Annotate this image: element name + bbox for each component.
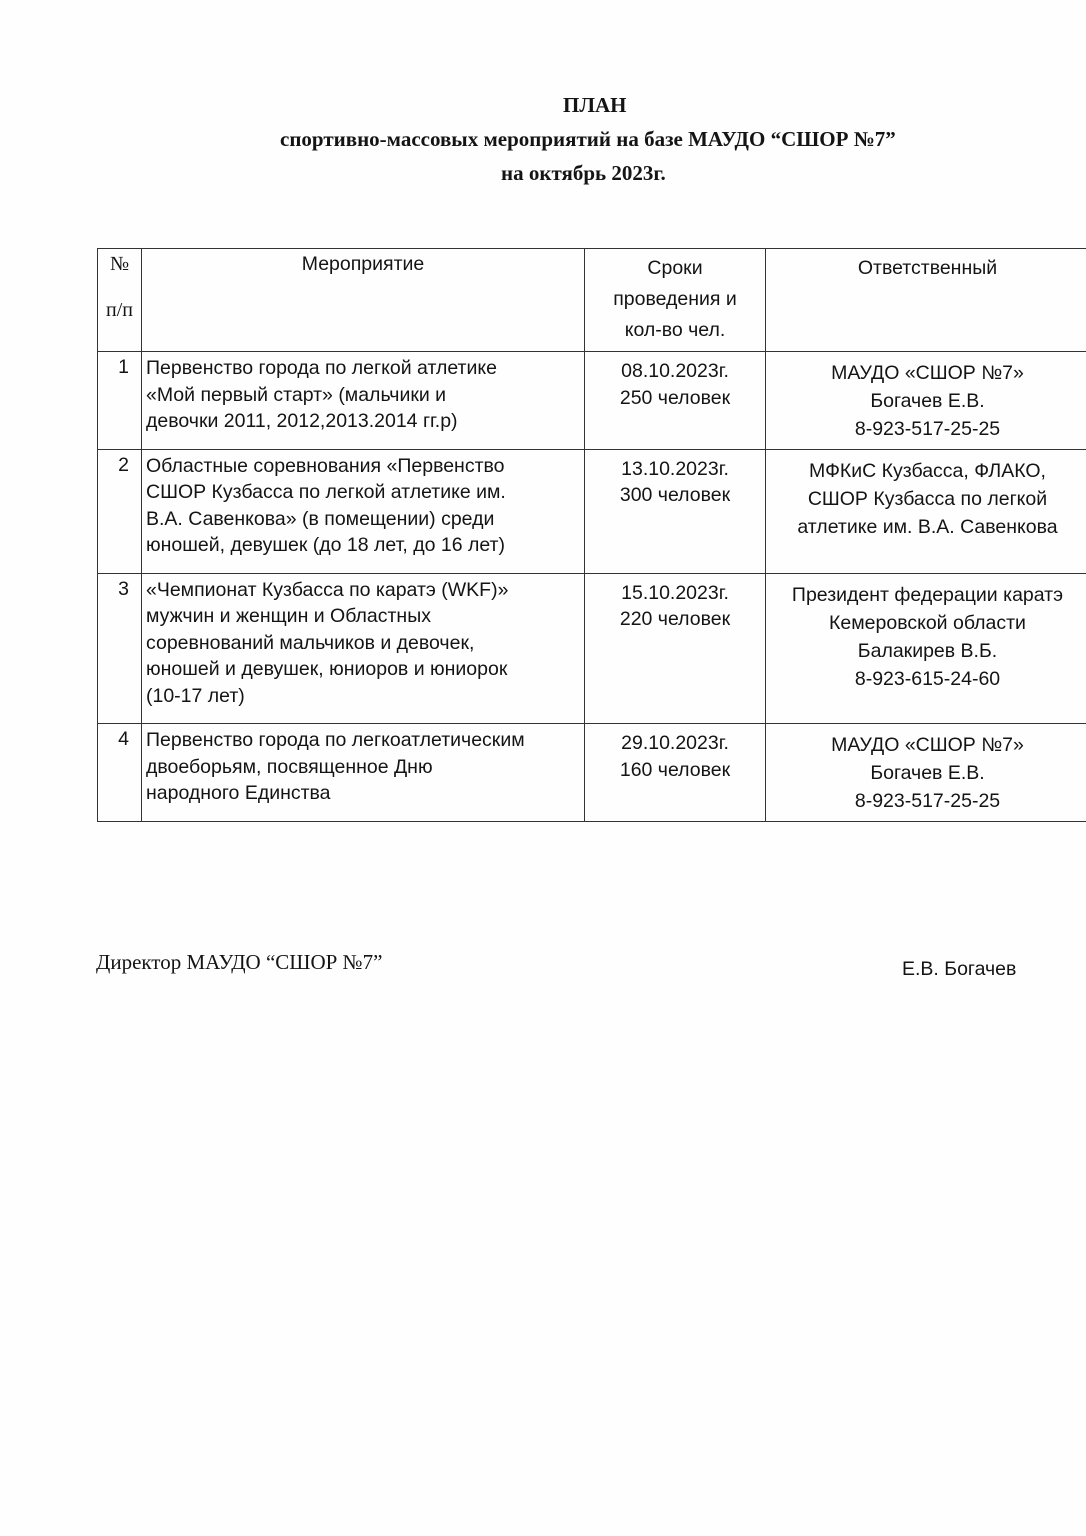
row-responsible <box>766 449 1086 573</box>
event-line: соревнований мальчиков и девочек, <box>146 631 475 654</box>
row-number: 3 <box>98 573 142 724</box>
event-line: «Мой первый старт» (мальчики и <box>146 383 447 406</box>
row-event <box>142 449 585 573</box>
responsible-line: Богачев Е.В. <box>870 390 985 412</box>
row-event <box>142 573 585 724</box>
event-line: девочки 2011, 2012,2013.2014 гг.р) <box>146 410 458 432</box>
row-number: 1 <box>98 352 142 450</box>
event-people: 220 человек <box>619 608 731 630</box>
event-line: В.А. Савенкова» (в помещении) среди <box>146 507 495 530</box>
event-date: 08.10.2023г. <box>621 360 729 382</box>
row-responsible <box>766 352 1086 450</box>
responsible-line: СШОР Кузбасса по легкой <box>807 487 1048 510</box>
header-responsible: Ответственный <box>766 249 1086 352</box>
responsible-line: 8-923-517-25-25 <box>854 790 1001 812</box>
table-header-row <box>98 249 1086 352</box>
event-people: 160 человек <box>619 758 731 781</box>
event-people: 300 человек <box>619 484 731 506</box>
event-people: 250 человек <box>619 386 731 409</box>
event-line: двоеборьям, посвященное Дню <box>146 755 433 778</box>
responsible-line: Президент федерации каратэ <box>791 583 1064 606</box>
table-row <box>98 573 1086 724</box>
event-line: юношей, девушек (до 18 лет, до 16 лет) <box>146 534 505 556</box>
table-row <box>98 724 1086 822</box>
header-number-pp: п/п <box>106 299 133 321</box>
event-line: народного Единства <box>146 782 331 804</box>
row-dates <box>585 352 766 450</box>
table-row <box>98 352 1086 450</box>
responsible-line: атлетике им. В.А. Савенкова <box>797 515 1058 538</box>
responsible-line: Балакирев В.Б. <box>857 639 998 662</box>
responsible-line: Кемеровской области <box>829 611 1026 634</box>
responsible-line: 8-923-517-25-25 <box>854 418 1001 440</box>
table-row <box>98 449 1086 573</box>
event-line: Первенство города по легкоатлетическим <box>146 729 525 751</box>
event-line: (10-17 лет) <box>146 684 245 707</box>
row-dates <box>585 724 766 822</box>
header-dates <box>585 249 766 352</box>
signatory-position: Директор МАУДО “СШОР №7” <box>96 950 383 974</box>
event-line: СШОР Кузбасса по легкой атлетике им. <box>146 481 506 503</box>
row-dates <box>585 449 766 573</box>
header-dates-line2: проведения и <box>613 288 737 310</box>
responsible-line: МАУДО «СШОР №7» <box>831 362 1024 384</box>
header-dates-line3: кол-во чел. <box>624 319 726 341</box>
document-title: ПЛАН <box>563 93 627 117</box>
event-line: юношей и девушек, юниоров и юниорок <box>146 658 508 680</box>
responsible-line: МФКиС Кузбасса, ФЛАКО, <box>809 459 1046 482</box>
row-responsible <box>766 724 1086 822</box>
event-date: 13.10.2023г. <box>621 457 729 480</box>
responsible-line: 8-923-615-24-60 <box>854 667 1001 690</box>
header-number-sign: № <box>109 253 130 275</box>
event-date: 29.10.2023г. <box>621 732 729 754</box>
document-period: на октябрь 2023г. <box>501 161 666 185</box>
row-event <box>142 724 585 822</box>
row-event <box>142 352 585 450</box>
row-responsible <box>766 573 1086 724</box>
event-line: Областные соревнования «Первенство <box>146 454 505 477</box>
header-number <box>98 249 142 352</box>
event-line: Первенство города по легкой атлетике <box>146 357 497 379</box>
responsible-line: МАУДО «СШОР №7» <box>831 734 1024 756</box>
event-line: мужчин и женщин и Областных <box>146 605 431 627</box>
event-line: «Чемпионат Кузбасса по каратэ (WKF)» <box>146 578 509 601</box>
header-event: Мероприятие <box>142 249 585 352</box>
header-dates-line1: Сроки <box>647 257 703 279</box>
row-number: 2 <box>98 449 142 573</box>
row-number: 4 <box>98 724 142 822</box>
responsible-line: Богачев Е.В. <box>870 762 985 784</box>
events-table <box>97 248 1086 822</box>
signatory-name: Е.В. Богачев <box>902 958 1017 980</box>
event-date: 15.10.2023г. <box>621 581 729 604</box>
document-subtitle: спортивно-массовых мероприятий на базе МАУДО “СШОР №7” <box>280 127 896 151</box>
row-dates <box>585 573 766 724</box>
